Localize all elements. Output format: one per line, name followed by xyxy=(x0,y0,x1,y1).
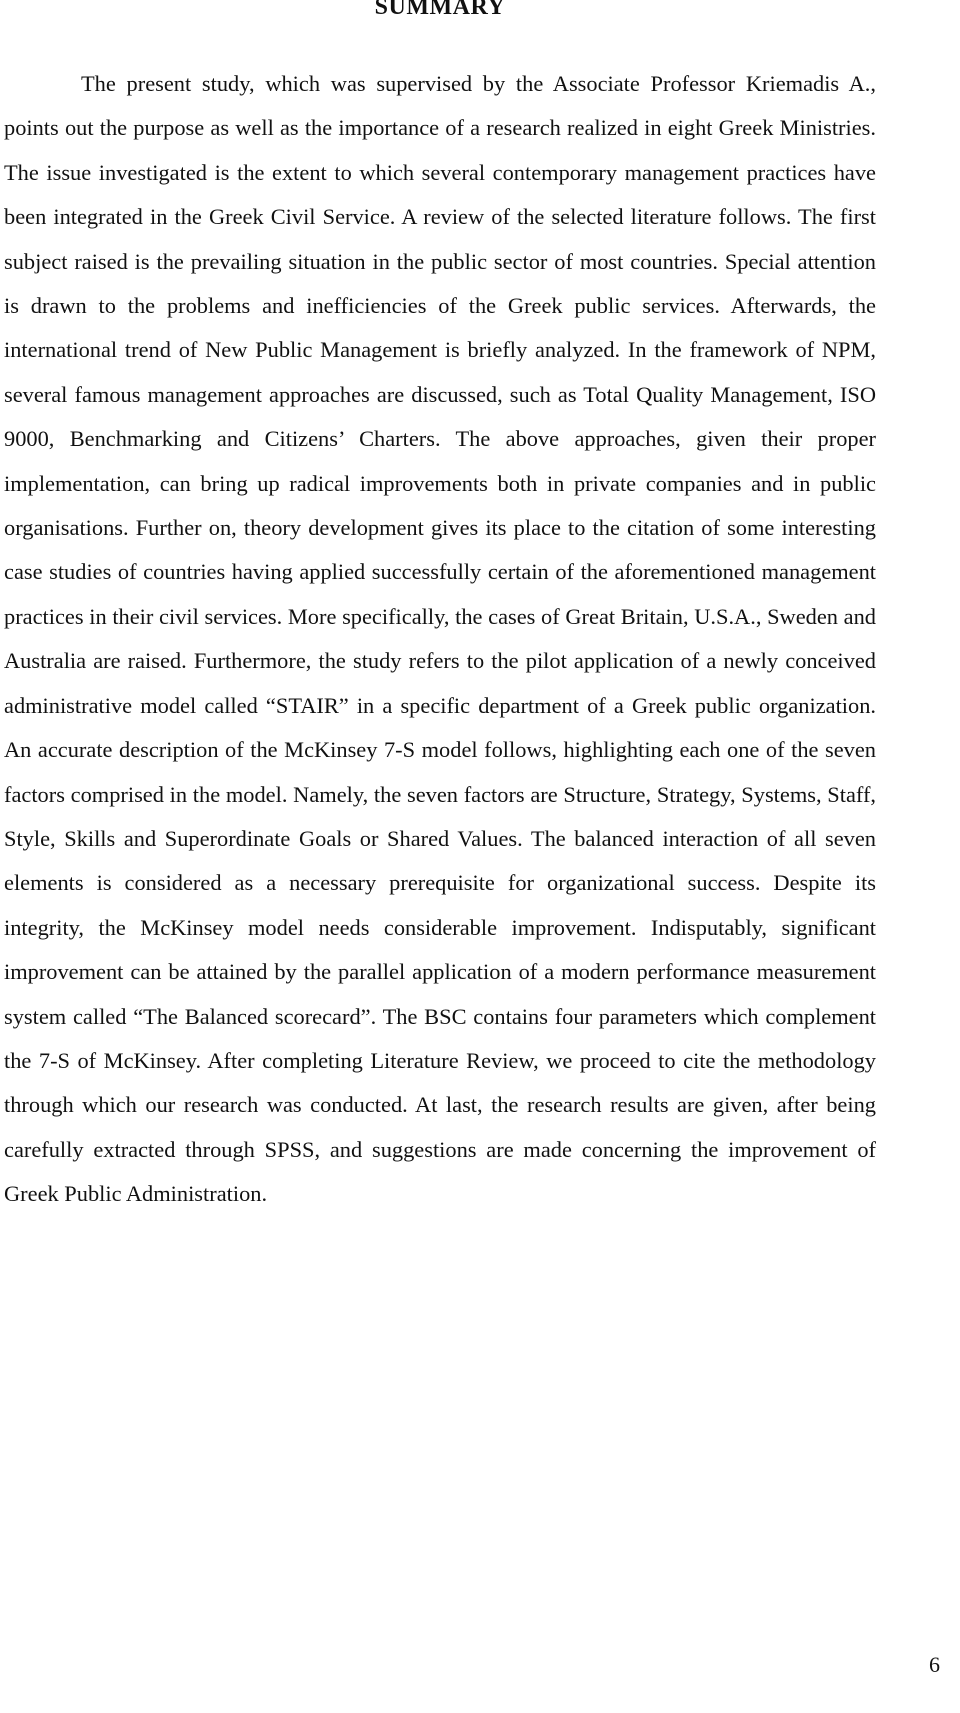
page-title: SUMMARY xyxy=(374,0,506,20)
page-number: 6 xyxy=(929,1652,940,1677)
summary-paragraph: The present study, which was supervised by the Associate Professor Kriemadis A., points out the purpose as well as the importance of a research realized in eight Greek Ministries. The issue investigated is the extent to which several contemporary management practices have been integrated in the Greek Civil Service. A review of the selected literature follows. The first subject raised is the prevailing situation in the public sector of most countries. Special attention is drawn to the problems and inefficiencies of the Greek public services. Afterwards, the international trend of New Public Management is briefly analyzed. In the framework of NPM, several famous management approaches are discussed, such as Total Quality Management, ISO 9000, Benchmarking and Citizens’ Charters. The above approaches, given their proper implementation, can bring up radical improvements both in private companies and in public organisations. Further on, theory development gives its place to the citation of some interesting case studies of countries having applied successfully certain of the aforementioned management practices in their civil services. More specifically, the cases of Great Britain, U.S.A., Sweden and Australia are raised. Furthermore, the study refers to the pilot application of a newly conceived administrative model called “STAIR” in a specific department of a Greek public organization. An accurate description of the McKinsey 7-S model follows, highlighting each one of the seven factors comprised in the model. Namely, the seven factors are Structure, Strategy, Systems, Staff, Style, Skills and Superordinate Goals or Shared Values. The balanced interaction of all seven elements is considered as a necessary prerequisite for organizational success. Despite its integrity, the McKinsey model needs considerable improvement. Indisputably, significant improvement can be attained by the parallel application of a modern performance measurement system called “The Balanced scorecard”. The BSC contains four parameters which complement the 7-S of McKinsey. After completing Literature Review, we proceed to cite the methodology through which our research was conducted. At last, the research results are given, after being carefully extracted through SPSS, and suggestions are made concerning the improvement of Greek Public Administration. xyxy=(4,71,876,1207)
